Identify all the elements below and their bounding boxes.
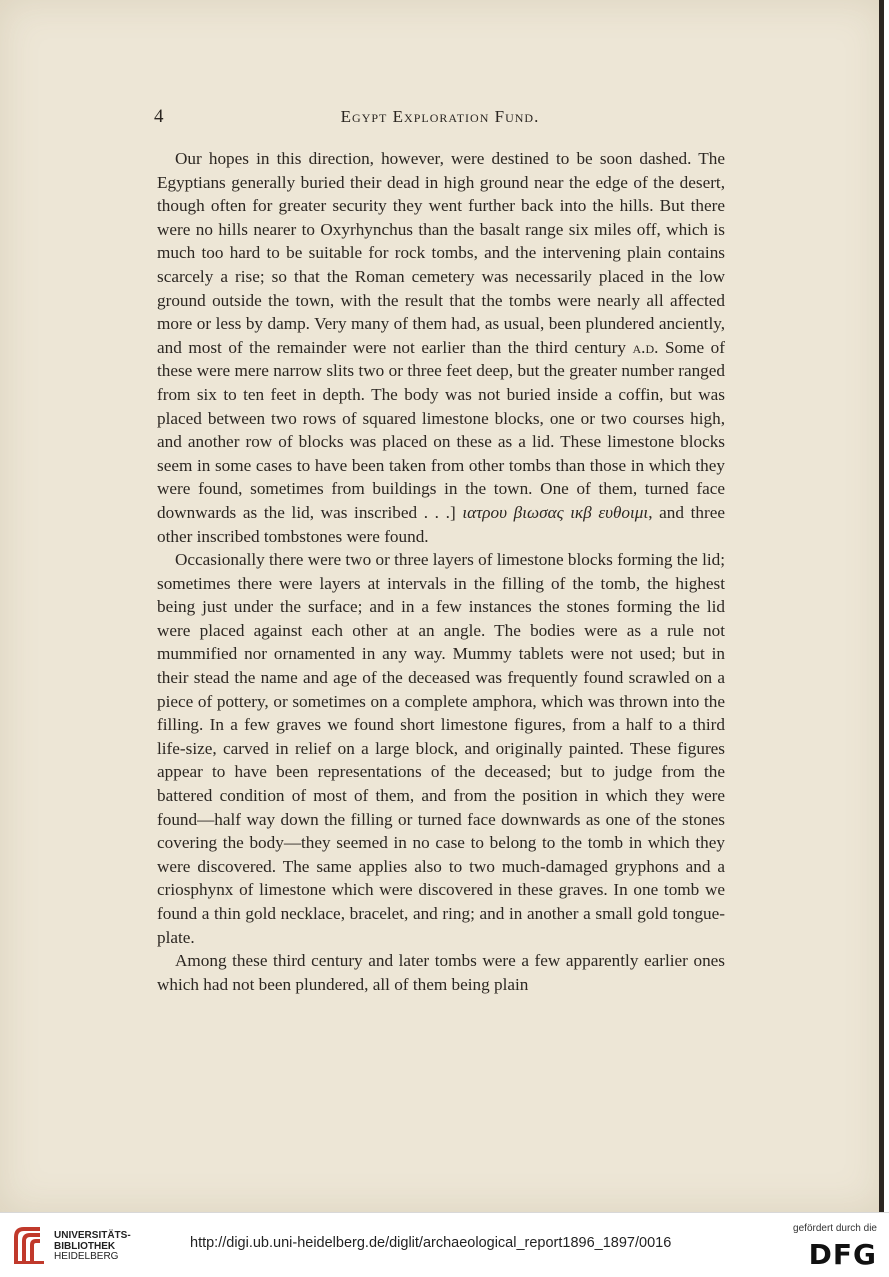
paragraph-3: Among these third century and later tombs were a few apparently earlier ones which had not been plundered, all of them being plain [157, 951, 725, 994]
dfg-logo[interactable]: DFG [808, 1238, 877, 1271]
paragraph-1 [157, 147, 725, 548]
viewer-footer [0, 1212, 889, 1277]
page-number: 4 [154, 106, 164, 127]
era-abbreviation: a.d. [632, 337, 659, 357]
paragraph-2: Occasionally there were two or three layers of limestone blocks forming the lid; sometimes there were layers at intervals in the filling of the tomb, the highest being just under the surface; and in a few instances the stones forming the lid were placed against each other at an angle. The bodies were as a rule not mummified nor ornamented in any way. Mummy tablets were not used; but in their stead the name and age of the deceased was frequently found scrawled on a piece of pottery, or sometimes on a complete amphora, which was thrown into the filling. In a few graves we found short limestone figures, from a half to a third life-size, carved in relief on a large block, and originally painted. These figures appear to have been representations of the deceased; but to judge from the battered condition of most of them, and from the position in which they were found—half way down the filling or turned face downwards as one of the stones covering the body—they seemed in no case to belong to the tomb in which they were discovered. The same applies also to two much-damaged gryphons and a criosphynx of limestone which were discovered in these graves. In one tomb we found a thin gold necklace, bracelet, and ring; and in another a small gold tongue-plate. [157, 550, 725, 947]
permalink-url[interactable]: http://digi.ub.uni-heidelberg.de/diglit/archaeological_report1896_1897/0016 [190, 1235, 672, 1251]
university-library-logo-icon[interactable] [10, 1223, 50, 1267]
running-title: Egypt Exploration Fund. [340, 107, 540, 126]
paragraph-1-part-c: , and three other inscribed tombstones were found. [157, 502, 725, 546]
paragraph-1-part-b: Some of these were mere narrow slits two or three feet deep, but the greater number ranged from six to ten feet in depth. The body was not buried inside a coffin, but was placed between two rows of squared limestone blocks, one or two courses high, and another row of blocks was placed on these as a lid. These limestone blocks seem in some cases to have been taken from other tombs than those in which they were found, sometimes from buildings in the town. One of them, turned face downwards as the lid, was inscribed . . .] [157, 337, 725, 522]
running-head [154, 106, 726, 130]
library-name-line-3: HEIDELBERG [54, 1251, 119, 1262]
library-name-line-2: BIBLIOTHEK [54, 1240, 116, 1252]
page-edge [879, 0, 884, 1212]
greek-inscription: ιατρου βιωσας ιкβ ευθοιμι [462, 502, 649, 522]
university-library-name[interactable] [54, 1231, 131, 1263]
body-text [157, 147, 725, 996]
funder-caption: gefördert durch die [793, 1223, 877, 1234]
paragraph-1-part-a: Our hopes in this direction, however, were destined to be soon dashed. The Egyptians generally buried their dead in high ground near the edge of the desert, though often for greater security they went further back into the hills. But there were no hills nearer to Oxyrhynchus than the basalt range six miles off, which is much too hard to be suitable for rock tombs, and the intervening plain contains scarcely a rise; so that the Roman cemetery was necessarily placed in the low ground outside the town, with the result that the tombs were nearly all affected more or less by damp. Very many of them had, as usual, been plundered anciently, and most of the remainder were not earlier than the third century [157, 149, 725, 357]
library-name-line-1: UNIVERSITÄTS- [54, 1230, 131, 1241]
